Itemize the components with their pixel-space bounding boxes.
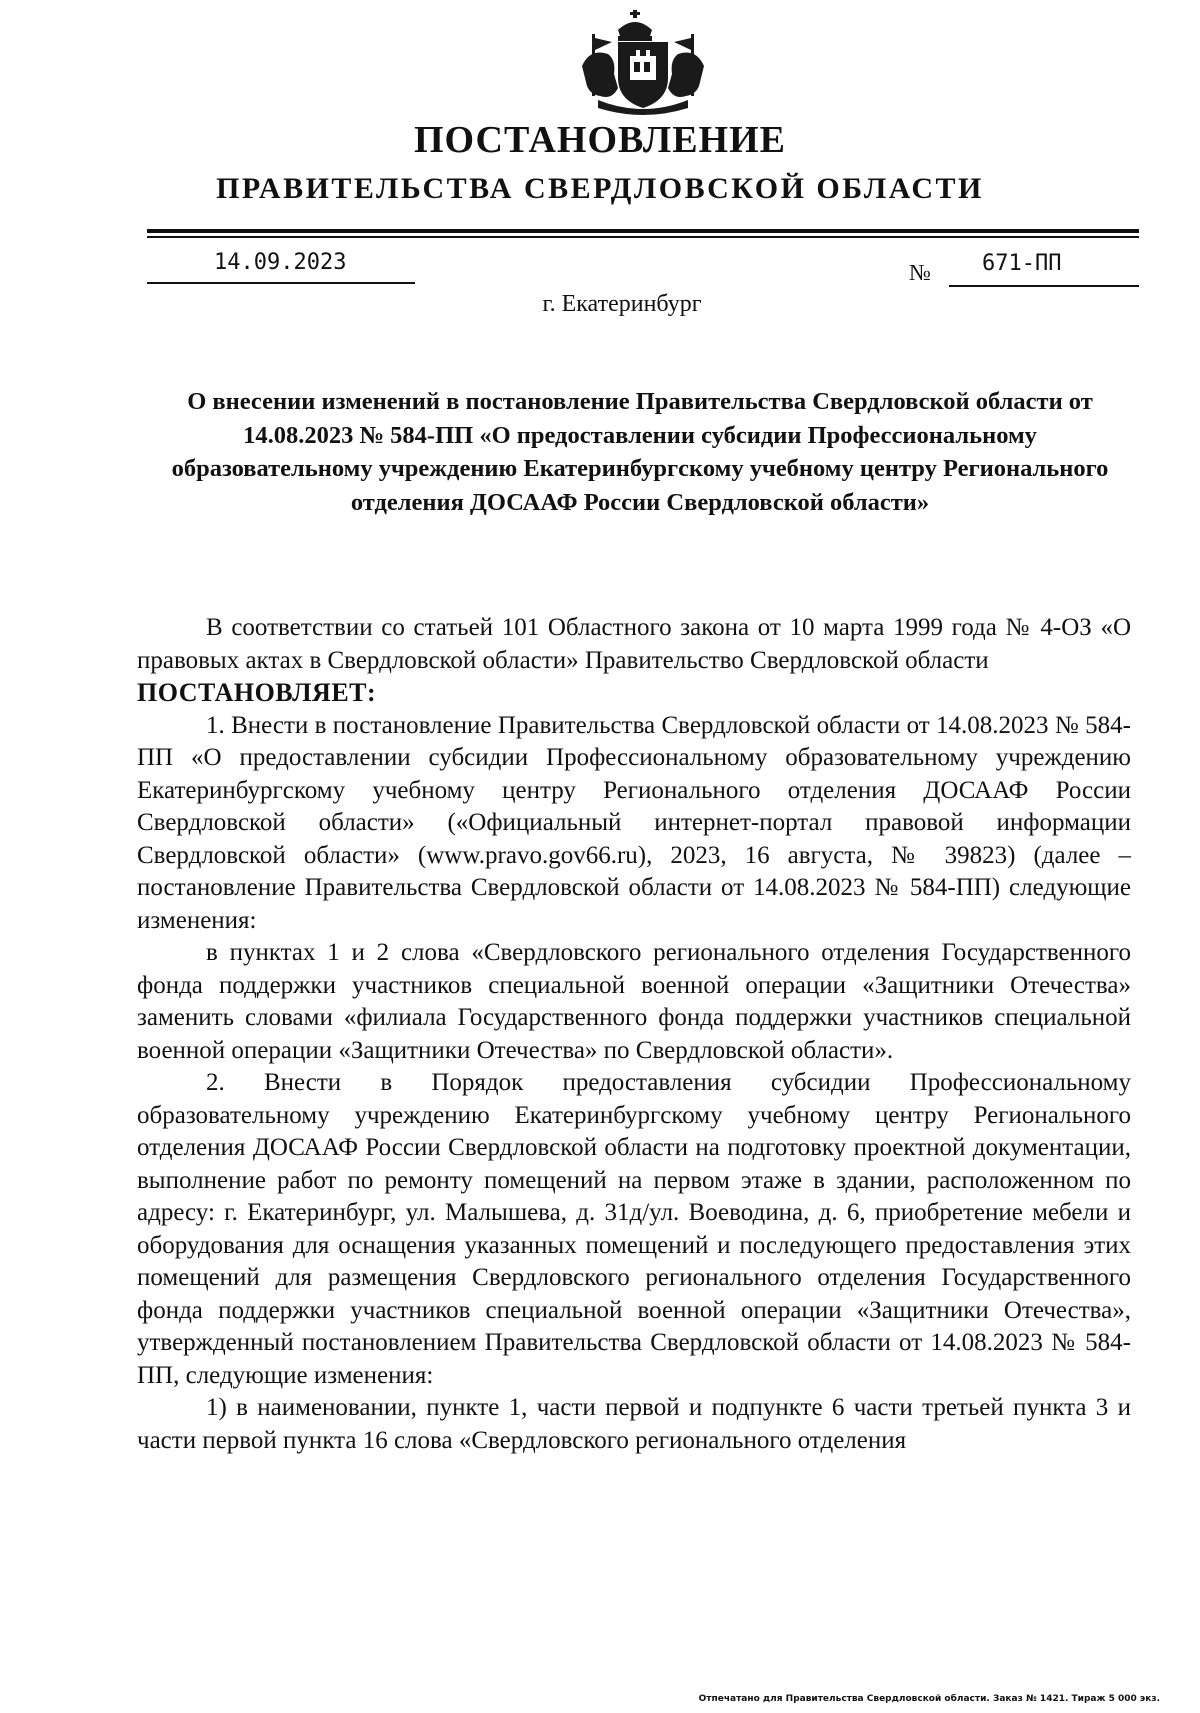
header-divider-thick bbox=[147, 229, 1139, 233]
document-type-title: ПОСТАНОВЛЕНИЕ bbox=[413, 119, 787, 161]
document-heading: О внесении изменений в постановление Правительства Свердловской области от 14.08.2023 № 584-ПП «О предоставлении субсидии Профессиональному образовательному учреждению Екатеринбургскому учебному центру Регионального отделения ДОСААФ России Свердловской области» bbox=[171, 388, 1109, 516]
paragraph-2-subitem-1: 1) в наименовании, пункте 1, части первой и подпункте 6 части третьей пункта 3 и части первой пункта 16 слова «Свердловского регионального отделения bbox=[137, 1394, 1131, 1454]
document-number: 671-ПП bbox=[982, 251, 1062, 276]
decree-word: ПОСТАНОВЛЯЕТ: bbox=[137, 678, 377, 707]
number-sign: № bbox=[909, 260, 931, 285]
paragraph-1-amendment: в пунктах 1 и 2 слова «Свердловского регионального отделения Государственного фонда поддержки участников специальной военной операции «Защитники Отечества» заменить словами «филиала Государственного фонда поддержки участников специальной военной операции «Защитники Отечества» по Свердловской области». bbox=[137, 939, 1131, 1064]
intro-paragraph: В соответствии со статьей 101 Областного закона от 10 марта 1999 года № 4-ОЗ «О правовых актах в Свердловской области» Правительство Свердловской области bbox=[137, 614, 1131, 674]
issuer-title: ПРАВИТЕЛЬСТВА СВЕРДЛОВСКОЙ ОБЛАСТИ bbox=[216, 172, 984, 205]
header-divider-thin bbox=[147, 236, 1139, 238]
coat-of-arms-icon bbox=[578, 8, 708, 120]
document-body bbox=[137, 612, 1131, 1457]
document-city: г. Екатеринбург bbox=[542, 291, 702, 317]
number-underline bbox=[949, 285, 1139, 287]
print-imprint: Отпечатано для Правительства Свердловской области. Заказ № 1421. Тираж 5 000 экз. bbox=[698, 1694, 1160, 1704]
date-underline bbox=[147, 282, 415, 284]
paragraph-2: 2. Внести в Порядок предоставления субсидии Профессиональному образовательному учреждению Екатеринбургскому учебному центру Регионального отделения ДОСААФ России Свердловской области на подготовку проектной документации, выполнение работ по ремонту помещений на первом этаже в здании, расположенном по адресу: г. Екатеринбург, ул. Малышева, д. 31д/ул. Воеводина, д. 6, приобретение мебели и оборудования для оснащения указанных помещений и последующего предоставления этих помещений для размещения Свердловского регионального отделения Государственного фонда поддержки участников специальной военной операции «Защитники Отечества», утвержденный постановлением Правительства Свердловской области от 14.08.2023 № 584-ПП, следующие изменения: bbox=[137, 1069, 1131, 1389]
paragraph-1: 1. Внести в постановление Правительства Свердловской области от 14.08.2023 № 584-ПП «О предоставлении субсидии Профессиональному образовательному учреждению Екатеринбургскому учебному центру Регионального отделения ДОСААФ России Свердловской области» («Официальный интернет-портал правовой информации Свердловской области» (www.pravo.gov66.ru), 2023, 16 августа, № 39823) (далее – постановление Правительства Свердловской области от 14.08.2023 № 584-ПП) следующие изменения: bbox=[137, 711, 1131, 934]
document-date: 14.09.2023 bbox=[214, 250, 347, 275]
